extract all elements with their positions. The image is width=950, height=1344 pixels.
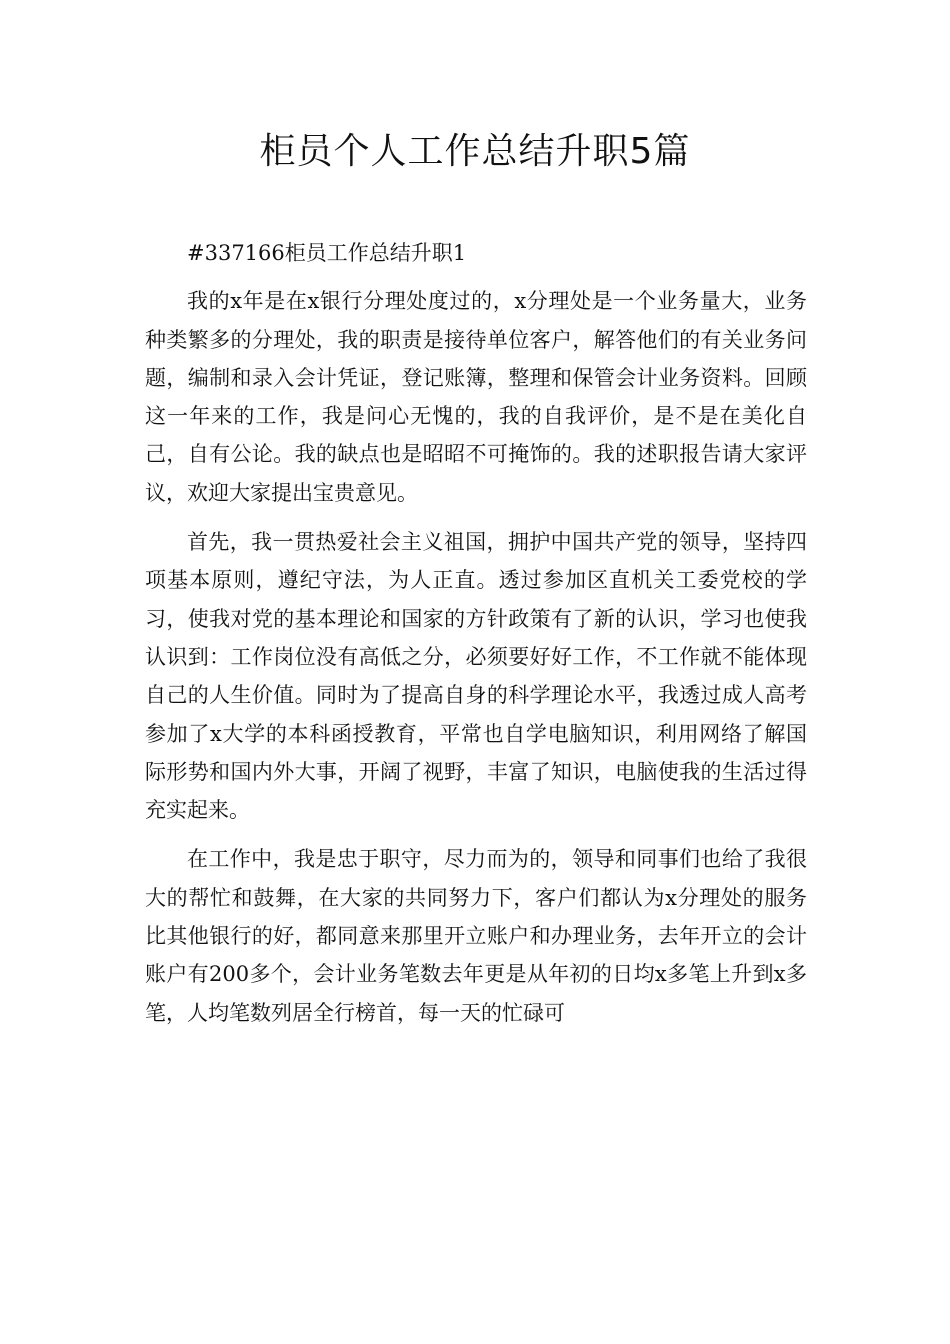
section-heading: #337166柜员工作总结升职1 [187,241,467,265]
paragraph-intro: 我的x年是在x银行分理处度过的，x分理处是一个业务量大，业务种类繁多的分理处，我的职责是接待单位客户，解答他们的有关业务问题，编制和录入会计凭证，登记账簿，整理和保管会计业务资料。回顾这一年来的工作，我是问心无愧的，我的自我评价，是不是在美化自己，自有公论。我的缺点也是昭昭不可掩饰的。我的述职报告请大家评议，欢迎大家提出宝贵意见。 [145,289,807,505]
document-body [145,234,807,1043]
document-title: 柜员个人工作总结升职5篇 [259,131,691,172]
paragraph-political-study: 首先，我一贯热爱社会主义祖国，拥护中国共产党的领导，坚持四项基本原则，遵纪守法，为人正直。透过参加区直机关工委党校的学习，使我对党的基本理论和国家的方针政策有了新的认识，学习也使我认识到：工作岗位没有高低之分，必须要好好工作，不工作就不能体现自己的人生价值。同时为了提高自身的科学理论水平，我透过成人高考参加了x大学的本科函授教育，平常也自学电脑知识，利用网络了解国际形势和国内外大事，开阔了视野，丰富了知识，电脑使我的生活过得充实起来。 [145,530,807,823]
paragraph-work-performance: 在工作中，我是忠于职守，尽力而为的，领导和同事们也给了我很大的帮忙和鼓舞，在大家的共同努力下，客户们都认为x分理处的服务比其他银行的好，都同意来那里开立账户和办理业务，去年开立的会计账户有200多个，会计业务笔数去年更是从年初的日均x多笔上升到x多笔，人均笔数列居全行榜首，每一天的忙碌可 [145,847,807,1025]
